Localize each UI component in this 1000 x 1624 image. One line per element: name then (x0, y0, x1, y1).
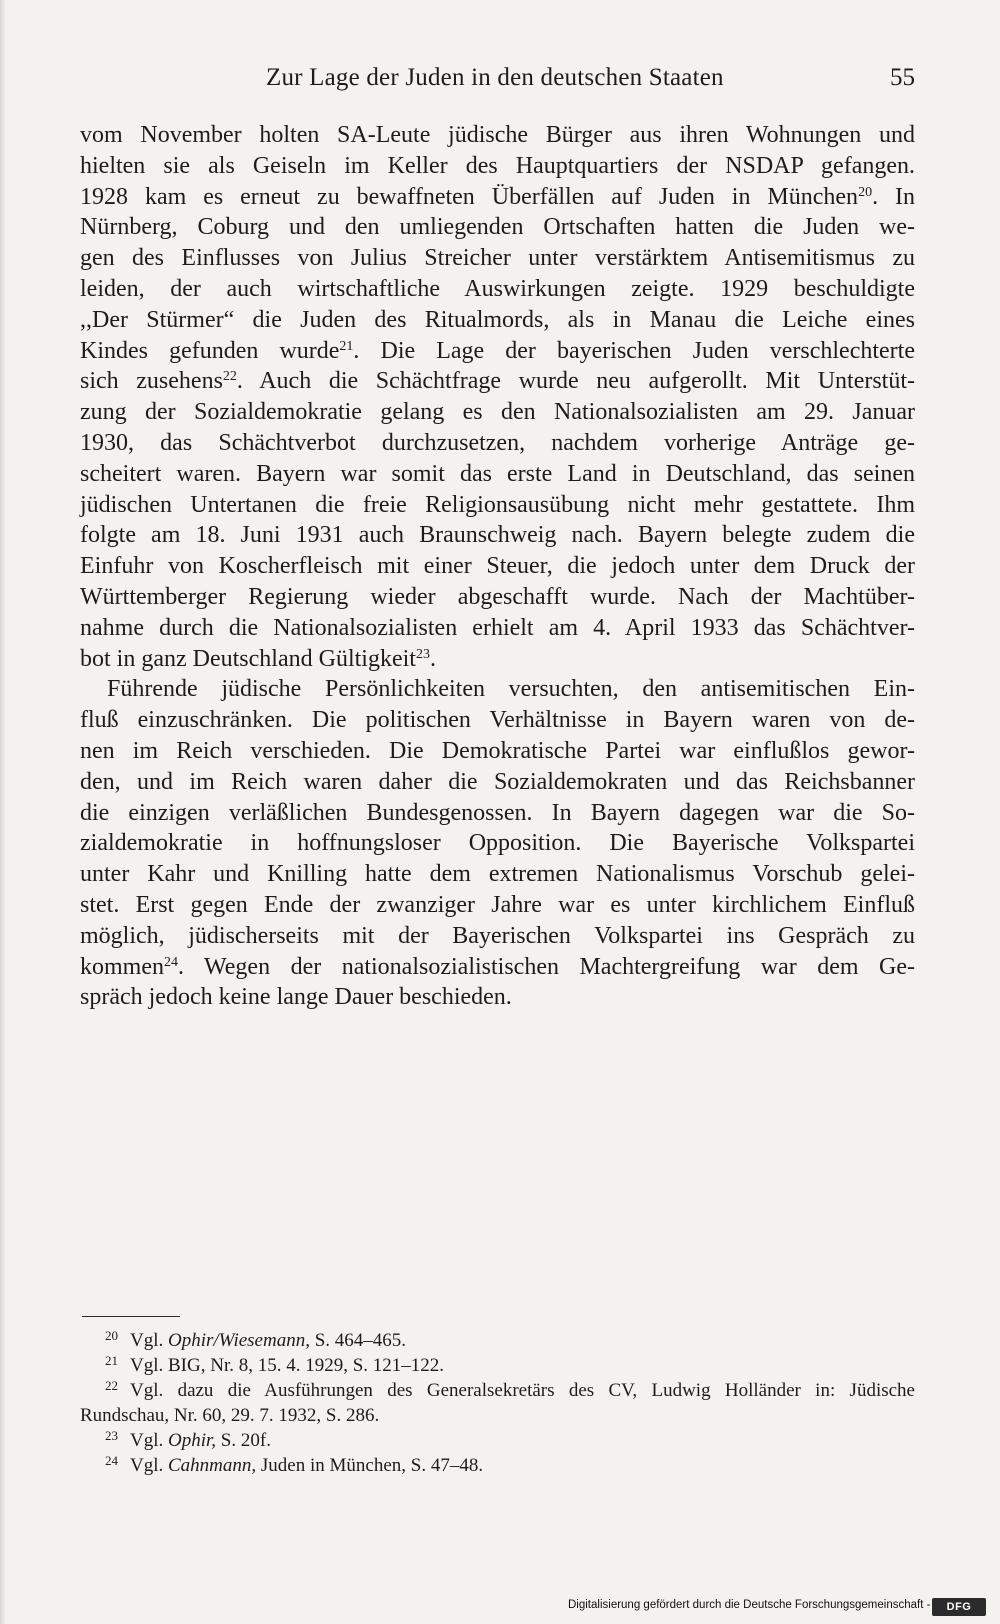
footnote-20: 20 Vgl. Ophir/Wiesemann, S. 464–465. (80, 1328, 915, 1353)
footnote-ref-22[interactable]: 22 (222, 369, 237, 385)
text-line: fluß einzuschränken. Die politischen Verhältnisse in Bayern waren von de- (80, 707, 915, 734)
text-line: Nürnberg, Coburg und den umliegenden Ortschaften hatten die Juden we- (80, 214, 915, 241)
text-line: jüdischen Untertanen die freie Religionsausübung nicht mehr gestattete. Ihm (80, 491, 915, 518)
text-line: spräch jedoch keine lange Dauer beschieden. (80, 984, 512, 1011)
text-line: zialdemokratie in hoffnungsloser Opposition. Die Bayerische Volkspartei (80, 830, 915, 857)
scan-edge-shadow (0, 0, 6, 1624)
text-line: vom November holten SA-Leute jüdische Bürger aus ihren Wohnungen und (80, 122, 915, 148)
footnotes (80, 1328, 915, 1478)
footnote-number: 21 (105, 1353, 118, 1368)
footnote-number: 22 (105, 1378, 118, 1393)
footnote-number: 20 (105, 1328, 118, 1343)
text-line: scheitert waren. Bayern war somit das erste Land in Deutschland, das seinen (80, 460, 915, 487)
text-line: zung der Sozialdemokratie gelang es den Nationalsozialisten am 29. Januar (80, 399, 915, 426)
footnote-22-continuation: Rundschau, Nr. 60, 29. 7. 1932, S. 286. (80, 1405, 380, 1426)
footnote-ref-20[interactable]: 20 (858, 184, 873, 200)
dfg-logo: DFG (932, 1598, 986, 1616)
footnote-number: 23 (105, 1428, 118, 1443)
text-line: Kindes gefunden wurde$^{21}$. Die Lage der bayerischen Juden verschlechterte (80, 337, 915, 364)
text-line: folgte am 18. Juni 1931 auch Braunschweig nach. Bayern belegte zudem die (80, 522, 915, 549)
body-text (80, 120, 915, 1013)
text-line: hielten sie als Geiseln im Keller des Hauptquartiers der NSDAP gefangen. (80, 152, 915, 179)
digitization-credit: Digitalisierung gefördert durch die Deutsche Forschungsgemeinschaft - (568, 1599, 931, 1611)
text-line: den, und im Reich waren daher die Sozialdemokraten und das Reichsbanner (80, 768, 915, 795)
text-line: Württemberger Regierung wieder abgeschafft wurde. Nach der Machtüber- (80, 583, 915, 610)
footnote-ref-24[interactable]: 24 (164, 954, 178, 970)
text-line: gen des Einflusses von Julius Streicher unter verstärktem Antisemitismus zu (80, 245, 915, 272)
footnote-21: 21 Vgl. BIG, Nr. 8, 15. 4. 1929, S. 121–122. (80, 1353, 915, 1378)
text-line: kommen$^{24}$. Wegen der nationalsozialistischen Machtergreifung war dem Ge- (80, 953, 915, 980)
footnote-separator (82, 1316, 180, 1317)
text-line: sich zusehens$^{22}$. Auch die Schächtfrage wurde neu aufgerollt. Mit Unterstüt- (80, 368, 916, 395)
text-line: leiden, der auch wirtschaftliche Auswirkungen zeigte. 1929 beschuldigte (80, 275, 915, 302)
footnote-ref-21[interactable]: 21 (339, 338, 354, 354)
text-line: nahme durch die Nationalsozialisten erhielt am 4. April 1933 das Schächtver- (80, 614, 915, 641)
text-line: möglich, jüdischerseits mit der Bayerischen Volkspartei ins Gespräch zu (80, 922, 915, 949)
text-line: bot in ganz Deutschland Gültigkeit$^{23}$. (80, 645, 436, 672)
footnote-number: 24 (105, 1453, 118, 1468)
page-number: 55 (890, 64, 915, 91)
footnote-24: 24 Vgl. Cahnmann, Juden in München, S. 47–48. (80, 1453, 915, 1478)
footnote-ref-23[interactable]: 23 (415, 646, 430, 662)
text-line: unter Kahr und Knilling hatte dem extremen Nationalismus Vorschub gelei- (80, 861, 915, 888)
text-line: nen im Reich verschieden. Die Demokratische Partei war einflußlos gewor- (80, 737, 915, 764)
footnote-23: 23 Vgl. Ophir, S. 20f. (80, 1428, 915, 1453)
footnote-22: 22 Vgl. dazu die Ausführungen des Generalsekretärs des CV, Ludwig Holländer in: Jüdische (80, 1378, 915, 1403)
text-line: 1930, das Schächtverbot durchzusetzen, nachdem vorherige Anträge ge- (80, 429, 915, 456)
text-line: 1928 kam es erneut zu bewaffneten Überfällen auf Juden in München$^{20}$. In (80, 183, 915, 210)
text-line: ,,Der Stürmer“ die Juden des Ritualmords, als in Manau die Leiche eines (80, 306, 915, 333)
text-line: die einzigen verläßlichen Bundesgenossen. In Bayern dagegen war die So- (80, 799, 915, 826)
text-line: Einfuhr von Koscherfleisch mit einer Steuer, die jedoch unter dem Druck der (80, 553, 915, 580)
text-line: Führende jüdische Persönlichkeiten versuchten, den antisemitischen Ein- (107, 676, 915, 703)
running-header (80, 64, 915, 98)
text-line: stet. Erst gegen Ende der zwanziger Jahre war es unter kirchlichem Einfluß (80, 891, 915, 918)
running-title: Zur Lage der Juden in den deutschen Staaten (266, 64, 724, 91)
